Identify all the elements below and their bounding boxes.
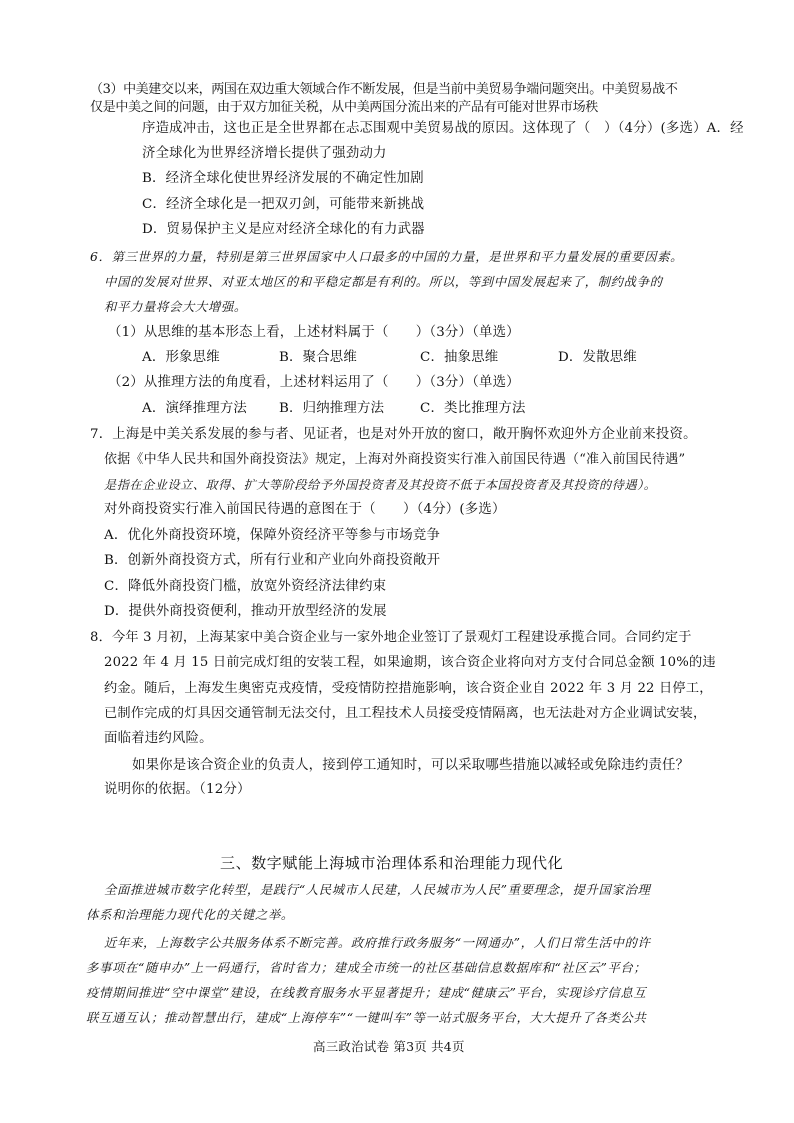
section-3-para-1-line-1: 全面推进城市数字化转型，是践行“人民城市人民建，人民城市为人民”重要理念，提升国家治理 [104, 882, 651, 897]
q6-sub2-option-a: A．演绎推理方法 [142, 401, 248, 416]
q5-3-option-d: D．贸易保护主义是应对经济全球化的有力武器 [142, 222, 425, 237]
page-footer: 高三政治试卷 第3页 共4页 [313, 1039, 465, 1054]
section-3-para-1-line-2: 体系和治理能力现代化的关键之举。 [86, 907, 294, 922]
q6-line-2: 中国的发展对世界、对亚太地区的和平稳定都是有利的。所以，等到中国发展起来了，制约战争的 [104, 274, 663, 289]
q5-3-line-4: 济全球化为世界经济增长提供了强劲动力 [142, 146, 387, 161]
q8-line-7: 说明你的依据。（12分） [104, 782, 251, 797]
q6-sub1-option-c: C．抽象思维 [420, 350, 499, 365]
q5-3-option-c: C．经济全球化是一把双刃剑，可能带来新挑战 [142, 197, 425, 212]
q6-sub2-stem: （2）从推理方法的角度看，上述材料运用了（ ）（3分）（单选） [108, 375, 520, 390]
q8-line-4: 已制作完成的灯具因交通管制无法交付，且工程技术人员接受疫情隔离，也无法赴对方企业调试安装， [104, 706, 707, 721]
q5-3-option-b: B．经济全球化使世界经济发展的不确定性加剧 [142, 171, 424, 186]
q7-line-2: 依据《中华人民共和国外商投资法》规定，上海对外商投资实行准入前国民待遇（“准入前国民待遇” [104, 452, 686, 467]
q6-line-3: 和平力量将会大大增强。 [104, 299, 247, 314]
q7-line-4: 对外商投资实行准入前国民待遇的意图在于（ ）（4分）(多选） [104, 502, 506, 517]
section-3-para-2-line-1: 近年来，上海数字公共服务体系不断完善。政府推行政务服务“一网通办”，人们日常生活中的许 [104, 935, 651, 950]
q6-sub1-option-b: B．聚合思维 [279, 350, 357, 365]
q7-option-c: C．降低外商投资门槛，放宽外资经济法律约束 [104, 579, 387, 594]
q7-option-d: D．提供外商投资便利，推动开放型经济的发展 [104, 604, 387, 619]
q7-option-b: B．创新外商投资方式，所有行业和产业向外商投资敞开 [104, 553, 441, 568]
q8-line-3: 约金。随后，上海发生奥密克戎疫情，受疫情防控措施影响，该合资企业自 2022 年 3 月 22 日停工， [104, 681, 713, 696]
q8-line-5: 面临着违约风险。 [104, 731, 213, 746]
section-3-para-2-line-3: 疫情期间推进“空中课堂”建设，在线教育服务水平显著提升；建成“健康云”平台，实现诊疗信息互 [86, 985, 647, 1000]
q6-sub1-stem: （1）从思维的基本形态上看，上述材料属于（ ）（3分）（单选） [108, 325, 520, 340]
q6-sub2-option-b: B．归纳推理方法 [279, 401, 385, 416]
q8-line-1: 8．今年 3 月初，上海某家中美合资企业与一家外地企业签订了景观灯工程建设承揽合同。合同约定于 [90, 630, 692, 645]
section-3-para-2-line-2: 多事项在“随申办”上一码通行，省时省力；建成全市统一的社区基础信息数据库和“社区云”平台； [86, 960, 647, 975]
q5-3-line-1: （3）中美建交以来，两国在双边重大领域合作不断发展，但是当前中美贸易争端问题突出。中美贸易战不 [90, 82, 678, 97]
q5-3-line-2: 仅是中美之间的问题，由于双方加征关税，从中美两国分流出来的产品有可能对世界市场秩 [90, 100, 599, 115]
section-3-heading: 三、数字赋能上海城市治理体系和治理能力现代化 [220, 854, 564, 872]
section-3-para-2-line-4: 联互通互认；推动智慧出行，建成“上海停车”“一键叫车”等一站式服务平台，大大提升了各类公共 [86, 1010, 647, 1025]
q6-sub1-option-d: D．发散思维 [558, 350, 637, 365]
q6-sub1-option-a: A．形象思维 [142, 350, 220, 365]
q7-option-a: A．优化外商投资环境，保障外资经济平等参与市场竞争 [104, 528, 441, 543]
q8-line-6: 如果你是该合资企业的负责人，接到停工通知时，可以采取哪些措施以减轻或免除违约责任？ [132, 758, 690, 773]
q6-line-1: 6．第三世界的力量，特别是第三世界国家中人口最多的中国的力量，是世界和平力量发展的重要因素。 [90, 249, 684, 264]
q6-sub2-option-c: C．类比推理方法 [420, 401, 526, 416]
q7-line-3: 是指在企业设立、取得、扩大等阶段给予外国投资者及其投资不低于本国投资者及其投资的待遇）。 [104, 478, 657, 492]
q7-line-1: 7．上海是中美关系发展的参与者、见证者，也是对外开放的窗口，敞开胸怀欢迎外方企业前来投资。 [90, 427, 697, 442]
q5-3-line-3: 序造成冲击，这也正是全世界都在忐忑围观中美贸易战的原因。这体现了（ ）（4分）(多选）A．经 [142, 121, 744, 136]
q8-line-2: 2022 年 4 月 15 日前完成灯组的安装工程，如果逾期，该合资企业将向对方支付合同总金额 10%的违 [104, 655, 716, 670]
